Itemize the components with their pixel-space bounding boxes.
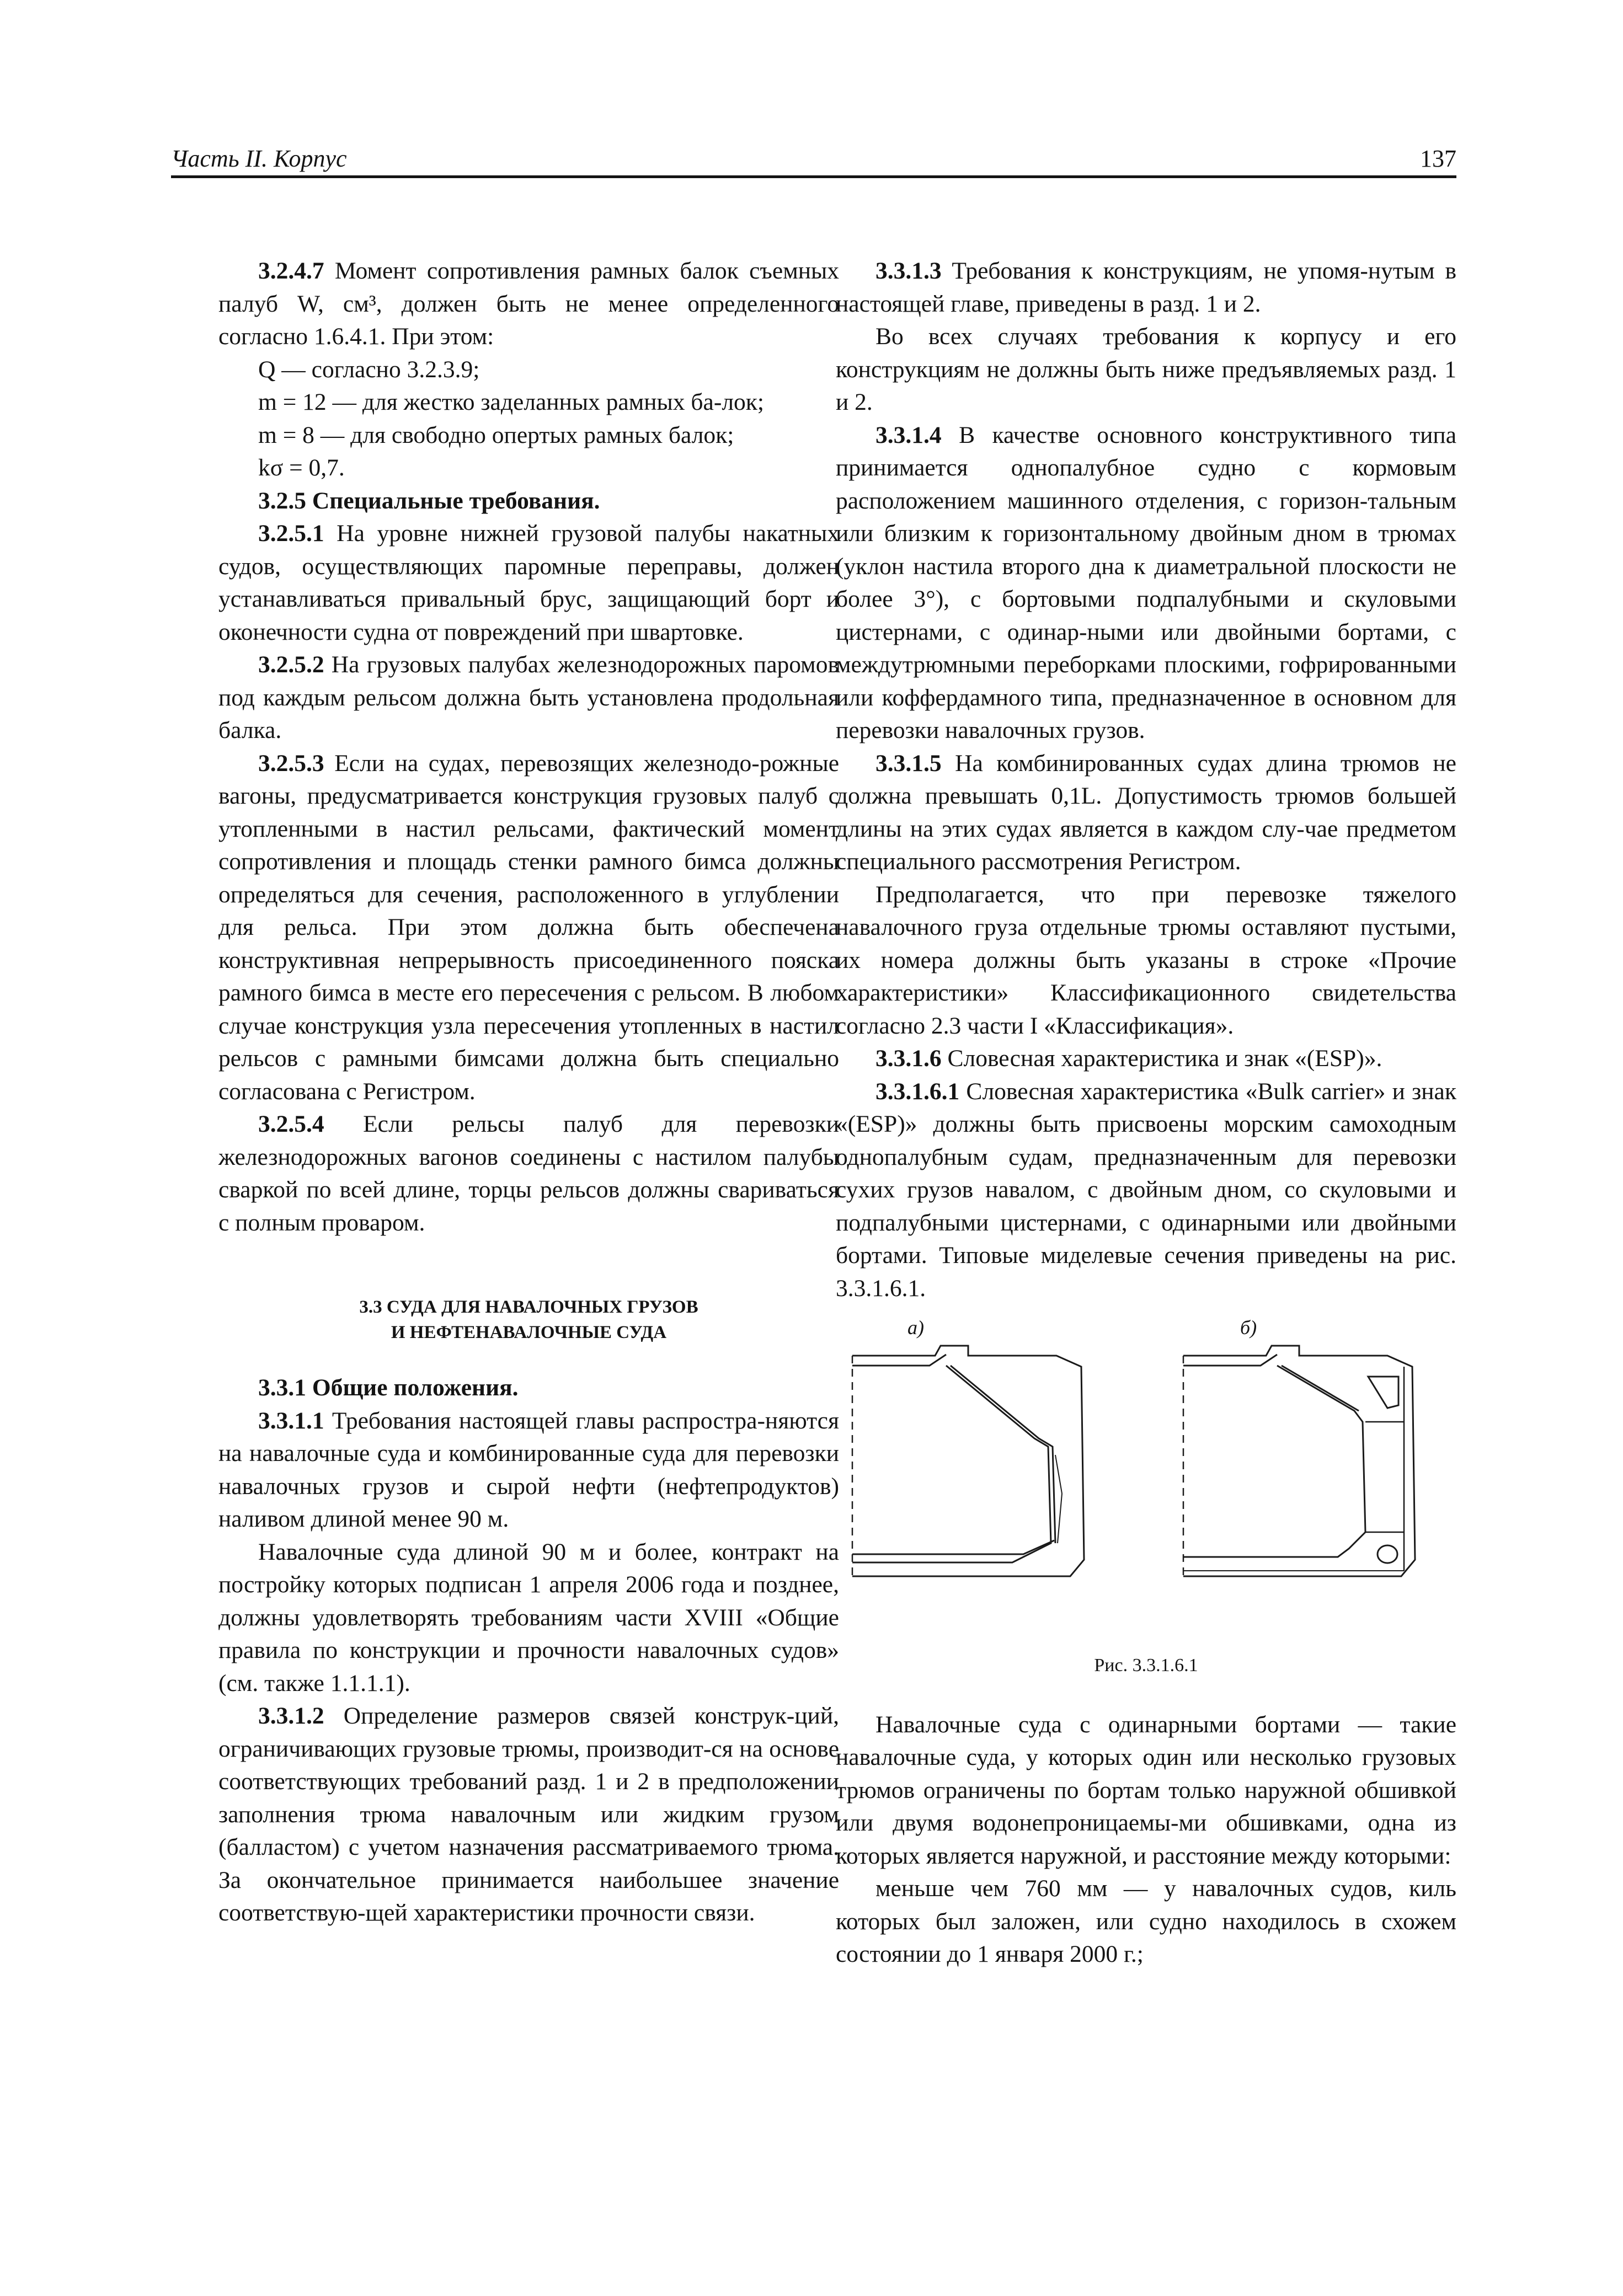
paragraph-all-cases: Во всех случаях требования к корпусу и его конструкциям не должны быть ниже предъявляемых разд. 1 и 2. (836, 323, 1456, 415)
clause-number: 3.2.5.2 (258, 651, 324, 678)
clause-number: 3.2.5.4 (258, 1111, 324, 1137)
running-header (171, 144, 1456, 174)
paragraph-text: На комбинированных судах длина трюмов не должна превышать 0,1L. Допустимость трюмов большей длины на этих судах является в каждом слу-чае предметом специального рассмотрения Регистром. (836, 750, 1456, 875)
subsection-heading-3-2-5: 3.2.5 Специальные требования. (258, 487, 600, 514)
clause-number: 3.3.1.6.1 (875, 1078, 960, 1105)
paragraph-text: Словесная характеристика «Bulk carrier» и знак «(ESP)» должны быть присвоены морским самоходным однопалубным судам, предназначенным для перевозки сухих грузов навалом, с двойным дном, со скуловыми и подпалубными цистернами, с одинарными или двойными бортами. Типовые миделевые сечения приведены на рис. 3.3.1.6.1. (836, 1078, 1456, 1302)
figure-midship-sections (836, 1312, 1456, 1642)
section-heading-line-2: И НЕФТЕНАВАЛОЧНЫЕ СУДА (391, 1323, 667, 1342)
paragraph-3-2-5-4 (218, 1108, 839, 1239)
midship-sections-drawing (836, 1312, 1456, 1620)
paragraph-text: Требования настоящей главы распростра-няются на навалочные суда и комбинированные суда для перевозки навалочных грузов и сырой нефти (нефтепродуктов) наливом длиной менее 90 м. (218, 1407, 839, 1532)
figure-label-b: б) (1240, 1316, 1257, 1339)
paragraph-text: Если на судах, перевозящих железнодо-рожные вагоны, предусматривается конструкция грузовых палуб с утопленными в настил рельсами, фактический момент сопротивления и площадь стенки рамного бимса должны определяться для сечения, расположенного в углублении для рельса. При этом должна быть обеспечена конструктивная непрерывность присоединенного пояска рамного бимса в месте его пересечения с рельсом. В любом случае конструкция узла пересечения утопленных в настил рельсов с рамными бимсами должна быть специально согласована с Регистром. (218, 750, 839, 1105)
subsection-heading-3-3-1: 3.3.1 Общие положения. (258, 1374, 519, 1401)
paragraph-single-side-definition: Навалочные суда с одинарными бортами — такие навалочные суда, у которых один или несколько грузовых трюмов ограничены по бортам только наружной обшивкой или двумя водонепроницаемы-ми обшивками, одна из которых является наружной, и расстояние между которыми: (836, 1711, 1456, 1869)
paragraph-text: Словесная характеристика и знак «(ESP)». (941, 1045, 1382, 1072)
figure-label-a: а) (907, 1316, 924, 1339)
paragraph-3-2-5-2 (218, 649, 839, 747)
paragraph-3-3-1-2 (218, 1700, 839, 1930)
paragraph-3-3-1-1 (218, 1405, 839, 1536)
left-column (218, 255, 839, 1930)
clause-number: 3.3.1.5 (875, 750, 942, 777)
paragraph-text: На уровне нижней грузовой палубы накатных судов, осуществляющих паромные переправы, должен устанавливаться привальный брус, защищающий борт и оконечности судна от повреждений при швартовке. (218, 520, 839, 645)
paragraph-text: На грузовых палубах железнодорожных паромов под каждым рельсом должна быть установлена продольная балка. (218, 651, 839, 743)
right-column (836, 255, 1456, 1971)
figure-caption: Рис. 3.3.1.6.1 (1094, 1655, 1198, 1676)
section-b-double-side (1183, 1346, 1415, 1576)
formula-k: kσ = 0,7. (258, 454, 345, 481)
paragraph-bulk-90m: Навалочные суда длиной 90 м и более, контракт на постройку которых подписан 1 апреля 2006 года и позднее, должны удовлетворять требованиям части XVIII «Общие правила по конструкции и прочности навалочных судов» (см. также 1.1.1.1). (218, 1538, 839, 1696)
paragraph-3-3-1-6 (836, 1042, 1456, 1075)
paragraph-text: Момент сопротивления рамных балок съемных палуб W, см³, должен быть не менее определенного согласно 1.6.4.1. При этом: (218, 258, 839, 350)
clause-number: 3.2.5.3 (258, 750, 324, 777)
clause-number: 3.3.1.1 (258, 1407, 324, 1434)
clause-number: 3.3.1.2 (258, 1703, 324, 1729)
formula-m8: m = 8 — для свободно опертых рамных балок; (258, 421, 734, 448)
paragraph-3-3-1-6-1 (836, 1075, 1456, 1305)
paragraph-3-2-5-3 (218, 747, 839, 1109)
clause-number: 3.3.1.3 (875, 258, 942, 284)
paragraph-3-3-1-5 (836, 747, 1456, 879)
clause-number: 3.2.4.7 (258, 258, 324, 284)
clause-number: 3.2.5.1 (258, 520, 324, 547)
page-number: 137 (1420, 145, 1456, 172)
paragraph-3-2-5-1 (218, 517, 839, 649)
paragraph-text: Требования к конструкциям, не упомя-нутым в настоящей главе, приведены в разд. 1 и 2. (836, 258, 1456, 317)
paragraph-3-3-1-3 (836, 255, 1456, 320)
section-heading-line-1: 3.3 СУДА ДЛЯ НАВАЛОЧНЫХ ГРУЗОВ (359, 1297, 698, 1317)
paragraph-760mm: меньше чем 760 мм — у навалочных судов, киль которых был заложен, или судно находилось в схожем состоянии до 1 января 2000 г.; (836, 1875, 1456, 1967)
paragraph-text: В качестве основного конструктивного типа принимается однопалубное судно с кормовым расположением машинного отделения, с горизон-тальным или близким к горизонтальному двойным дном в трюмах (уклон настила второго дна к диаметральной плоскости не более 3°), с бортовыми подпалубными и скуловыми цистернами, с одинар-ными или двойными бортами, с междутрюмными переборками плоскими, гофрированными или коффердамного типа, предназначенное в основном для перевозки навалочных грузов. (836, 421, 1456, 743)
paragraph-3-2-4-7 (218, 255, 839, 354)
section-a-single-side (852, 1346, 1084, 1576)
formula-m12: m = 12 — для жестко заделанных рамных ба-лок; (258, 389, 765, 415)
paragraph-3-3-1-4 (836, 419, 1456, 747)
clause-number: 3.3.1.4 (875, 421, 942, 448)
running-title: Часть II. Корпус (171, 145, 347, 172)
paragraph-text: Если рельсы палуб для перевозки железнодорожных вагонов соединены с настилом палубы сваркой по всей длине, торцы рельсов должны свариваться с полным проваром. (218, 1111, 839, 1236)
header-rule (171, 175, 1456, 178)
clause-number: 3.3.1.6 (875, 1045, 942, 1072)
paragraph-heavy-cargo: Предполагается, что при перевозке тяжелого навалочного груза отдельные трюмы оставляют пустыми, их номера должны быть указаны в строке «Прочие характеристики» Классификационного свидетельства согласно 2.3 части I «Классификация». (836, 881, 1456, 1039)
formula-q: Q — согласно 3.2.3.9; (258, 356, 480, 383)
paragraph-text: Определение размеров связей конструк-ций, ограничивающих грузовые трюмы, производит-ся на основе соответствующих требований разд. 1 и 2 в предположении заполнения трюма навалочным или жидким грузом (балластом) с учетом назначения рассматриваемого трюма. За окончательное принимается наибольшее значение соответствую-щей характеристики прочности связи. (218, 1703, 839, 1926)
